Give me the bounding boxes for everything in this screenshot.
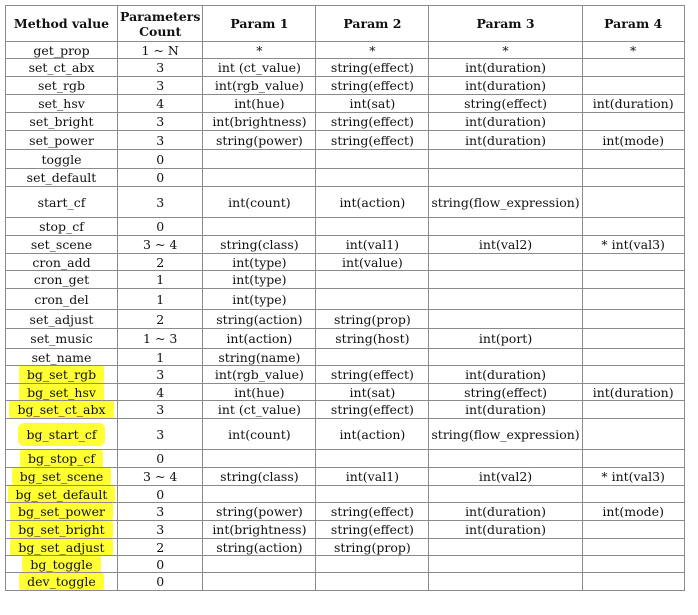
method-name-highlighted: bg_stop_cf: [23, 450, 100, 467]
param-4-cell: [582, 77, 684, 95]
method-cell: [6, 419, 118, 450]
method-table: [5, 5, 685, 591]
param-1-cell: int (ct_value): [203, 59, 316, 77]
param-3-cell: string(flow_expression): [429, 187, 582, 218]
table-row: [6, 384, 685, 401]
param-1-cell: [203, 450, 316, 468]
header-param-1: Param 1: [203, 6, 316, 42]
count-cell: 3: [118, 59, 203, 77]
param-1-cell: int(brightness): [203, 521, 316, 539]
param-1-cell: int(rgb_value): [203, 77, 316, 95]
param-3-cell: string(effect): [429, 95, 582, 113]
count-cell: 1: [118, 349, 203, 366]
param-1-cell: int(type): [203, 254, 316, 271]
table-row: [6, 236, 685, 254]
param-3-cell: [429, 271, 582, 289]
param-4-cell: int(duration): [582, 95, 684, 113]
param-2-cell: int(action): [316, 187, 429, 218]
param-3-cell: int(duration): [429, 503, 582, 521]
table-row: [6, 131, 685, 150]
header-row: [6, 6, 685, 42]
param-1-cell: int(hue): [203, 95, 316, 113]
method-name: cron_del: [34, 291, 89, 307]
count-cell: 1 ~ N: [118, 42, 203, 59]
param-4-cell: [582, 573, 684, 591]
table-row: [6, 329, 685, 349]
param-4-cell: [582, 556, 684, 573]
method-cell: [6, 169, 118, 187]
param-3-cell: int(duration): [429, 113, 582, 131]
table-row: [6, 556, 685, 573]
method-name: set_hsv: [38, 96, 85, 111]
param-3-cell: int(val2): [429, 468, 582, 486]
method-name: set_ct_abx: [28, 60, 95, 75]
param-4-cell: [582, 539, 684, 556]
param-1-cell: [203, 556, 316, 573]
table-row: [6, 310, 685, 329]
count-cell: 3: [118, 187, 203, 218]
param-3-cell: int(duration): [429, 59, 582, 77]
count-cell: 4: [118, 95, 203, 113]
table-row: [6, 95, 685, 113]
table-row: [6, 169, 685, 187]
method-name-highlighted: bg_set_adjust: [13, 539, 109, 556]
header-method-value: Method value: [6, 6, 118, 42]
param-3-cell: [429, 556, 582, 573]
param-1-cell: [203, 218, 316, 236]
count-cell: 0: [118, 486, 203, 503]
method-name-highlighted: bg_set_ct_abx: [12, 401, 110, 418]
param-2-cell: [316, 556, 429, 573]
param-3-cell: int(port): [429, 329, 582, 349]
method-name: cron_get: [33, 272, 90, 287]
param-2-cell: int(value): [316, 254, 429, 271]
table-row: [6, 450, 685, 468]
count-cell: 0: [118, 150, 203, 169]
param-3-cell: int(duration): [429, 77, 582, 95]
count-cell: 2: [118, 310, 203, 329]
method-cell: [6, 59, 118, 77]
param-4-cell: * int(val3): [582, 236, 684, 254]
header-param-2: Param 2: [316, 6, 429, 42]
count-cell: 1: [118, 271, 203, 289]
method-cell: [6, 150, 118, 169]
param-3-cell: int(duration): [429, 401, 582, 419]
method-name: set_music: [30, 331, 93, 346]
count-cell: 0: [118, 573, 203, 591]
param-1-cell: int(brightness): [203, 113, 316, 131]
param-4-cell: int(mode): [582, 131, 684, 150]
param-2-cell: string(effect): [316, 503, 429, 521]
table-row: [6, 419, 685, 450]
param-2-cell: [316, 486, 429, 503]
count-cell: 3 ~ 4: [118, 468, 203, 486]
count-cell: 3: [118, 77, 203, 95]
param-4-cell: [582, 187, 684, 218]
param-1-cell: string(power): [203, 503, 316, 521]
param-2-cell: string(host): [316, 329, 429, 349]
table-row: [6, 218, 685, 236]
param-4-cell: int(mode): [582, 503, 684, 521]
param-4-cell: [582, 254, 684, 271]
param-1-cell: int(rgb_value): [203, 366, 316, 384]
method-cell: [6, 349, 118, 366]
count-cell: 0: [118, 218, 203, 236]
table-row: [6, 113, 685, 131]
param-1-cell: [203, 486, 316, 503]
param-2-cell: [316, 450, 429, 468]
param-4-cell: [582, 349, 684, 366]
param-4-cell: [582, 521, 684, 539]
param-3-cell: string(flow_expression): [429, 419, 582, 450]
method-cell: [6, 401, 118, 419]
param-2-cell: *: [316, 42, 429, 59]
method-cell: [6, 218, 118, 236]
param-2-cell: [316, 150, 429, 169]
count-cell: 3: [118, 401, 203, 419]
method-cell: [6, 384, 118, 401]
method-cell: [6, 77, 118, 95]
param-4-cell: [582, 401, 684, 419]
param-2-cell: string(effect): [316, 521, 429, 539]
method-name-highlighted: bg_set_bright: [13, 521, 109, 538]
count-cell: 2: [118, 254, 203, 271]
param-4-cell: [582, 113, 684, 131]
param-3-cell: [429, 150, 582, 169]
table-row: [6, 42, 685, 59]
header-parameters-count: Parameters Count: [118, 6, 203, 42]
count-cell: 2: [118, 539, 203, 556]
param-3-cell: int(duration): [429, 521, 582, 539]
method-name-highlighted: bg_start_cf: [21, 426, 101, 443]
method-cell: [6, 486, 118, 503]
method-cell: [6, 254, 118, 271]
count-cell: 3: [118, 521, 203, 539]
table-row: [6, 366, 685, 384]
method-cell: [6, 521, 118, 539]
table-row: [6, 349, 685, 366]
param-4-cell: [582, 289, 684, 310]
method-cell: [6, 556, 118, 573]
method-name: set_scene: [30, 237, 93, 252]
table-row: [6, 271, 685, 289]
param-1-cell: string(name): [203, 349, 316, 366]
method-name: set_rgb: [37, 78, 86, 93]
method-cell: [6, 573, 118, 591]
method-cell: [6, 187, 118, 218]
count-cell: 3: [118, 419, 203, 450]
method-cell: [6, 95, 118, 113]
param-1-cell: int (ct_value): [203, 401, 316, 419]
param-3-cell: *: [429, 42, 582, 59]
count-cell: 3: [118, 113, 203, 131]
table-row: [6, 539, 685, 556]
param-3-cell: [429, 539, 582, 556]
param-1-cell: string(class): [203, 236, 316, 254]
method-cell: [6, 539, 118, 556]
param-2-cell: string(effect): [316, 131, 429, 150]
param-2-cell: [316, 218, 429, 236]
param-3-cell: [429, 486, 582, 503]
table-row: [6, 486, 685, 503]
method-name: toggle: [41, 151, 82, 167]
table-row: [6, 289, 685, 310]
param-2-cell: [316, 289, 429, 310]
param-3-cell: int(duration): [429, 366, 582, 384]
table-row: [6, 468, 685, 486]
table-body: [6, 42, 685, 591]
param-4-cell: [582, 486, 684, 503]
param-4-cell: [582, 169, 684, 187]
table-row: [6, 150, 685, 169]
method-cell: [6, 289, 118, 310]
method-name: set_bright: [29, 114, 94, 129]
method-name-highlighted: bg_set_rgb: [22, 366, 101, 383]
method-name: cron_add: [32, 254, 91, 270]
method-cell: [6, 236, 118, 254]
count-cell: 3: [118, 503, 203, 521]
method-name: set_power: [29, 132, 94, 148]
header-param-4: Param 4: [582, 6, 684, 42]
param-4-cell: [582, 450, 684, 468]
count-cell: 0: [118, 169, 203, 187]
table-row: [6, 77, 685, 95]
param-4-cell: [582, 366, 684, 384]
method-name-highlighted: bg_set_scene: [15, 468, 109, 485]
count-cell: 4: [118, 384, 203, 401]
table-row: [6, 503, 685, 521]
method-cell: [6, 329, 118, 349]
param-2-cell: string(prop): [316, 539, 429, 556]
param-2-cell: int(sat): [316, 95, 429, 113]
method-cell: [6, 310, 118, 329]
method-cell: [6, 468, 118, 486]
count-cell: 3 ~ 4: [118, 236, 203, 254]
param-1-cell: int(type): [203, 271, 316, 289]
method-name-highlighted: dev_toggle: [22, 573, 101, 590]
method-name: set_default: [26, 170, 97, 185]
method-cell: [6, 366, 118, 384]
table-row: [6, 521, 685, 539]
param-2-cell: string(prop): [316, 310, 429, 329]
count-cell: 3: [118, 366, 203, 384]
param-2-cell: string(effect): [316, 366, 429, 384]
method-name: set_adjust: [29, 311, 94, 327]
table-row: [6, 401, 685, 419]
method-name: set_name: [31, 349, 92, 365]
param-2-cell: string(effect): [316, 59, 429, 77]
param-1-cell: [203, 150, 316, 169]
param-3-cell: [429, 349, 582, 366]
param-4-cell: [582, 329, 684, 349]
param-4-cell: *: [582, 42, 684, 59]
param-1-cell: int(count): [203, 187, 316, 218]
param-3-cell: [429, 218, 582, 236]
param-3-cell: [429, 289, 582, 310]
param-1-cell: string(class): [203, 468, 316, 486]
count-cell: 3: [118, 131, 203, 150]
param-1-cell: string(action): [203, 310, 316, 329]
param-4-cell: [582, 150, 684, 169]
param-1-cell: int(count): [203, 419, 316, 450]
table-row: [6, 254, 685, 271]
param-3-cell: [429, 450, 582, 468]
param-4-cell: [582, 310, 684, 329]
param-2-cell: int(action): [316, 419, 429, 450]
count-cell: 0: [118, 450, 203, 468]
param-2-cell: string(effect): [316, 113, 429, 131]
param-4-cell: int(duration): [582, 384, 684, 401]
param-3-cell: string(effect): [429, 384, 582, 401]
param-4-cell: [582, 218, 684, 236]
method-cell: [6, 271, 118, 289]
param-3-cell: int(duration): [429, 131, 582, 150]
method-name-highlighted: bg_set_hsv: [22, 384, 101, 401]
param-2-cell: int(val1): [316, 468, 429, 486]
param-3-cell: [429, 254, 582, 271]
param-4-cell: [582, 419, 684, 450]
method-cell: [6, 131, 118, 150]
param-3-cell: [429, 169, 582, 187]
method-cell: [6, 113, 118, 131]
param-2-cell: int(sat): [316, 384, 429, 401]
table-row: [6, 59, 685, 77]
method-name: start_cf: [37, 194, 86, 210]
method-cell: [6, 42, 118, 59]
param-1-cell: int(hue): [203, 384, 316, 401]
method-name: stop_cf: [39, 219, 84, 234]
header-param-3: Param 3: [429, 6, 582, 42]
count-cell: 1 ~ 3: [118, 329, 203, 349]
param-4-cell: * int(val3): [582, 468, 684, 486]
param-4-cell: [582, 271, 684, 289]
param-1-cell: string(action): [203, 539, 316, 556]
method-name: get_prop: [33, 42, 90, 58]
param-1-cell: string(power): [203, 131, 316, 150]
param-2-cell: string(effect): [316, 77, 429, 95]
param-3-cell: [429, 310, 582, 329]
param-1-cell: int(type): [203, 289, 316, 310]
param-1-cell: *: [203, 42, 316, 59]
param-2-cell: int(val1): [316, 236, 429, 254]
param-1-cell: [203, 573, 316, 591]
count-cell: 0: [118, 556, 203, 573]
param-1-cell: [203, 169, 316, 187]
param-4-cell: [582, 59, 684, 77]
method-cell: [6, 503, 118, 521]
count-cell: 1: [118, 289, 203, 310]
param-2-cell: string(effect): [316, 401, 429, 419]
method-name-highlighted: bg_set_default: [11, 486, 113, 503]
method-cell: [6, 450, 118, 468]
method-name-highlighted: bg_set_power: [13, 503, 110, 520]
param-2-cell: [316, 271, 429, 289]
param-1-cell: int(action): [203, 329, 316, 349]
param-2-cell: [316, 573, 429, 591]
param-3-cell: [429, 573, 582, 591]
table-row: [6, 573, 685, 591]
param-2-cell: [316, 349, 429, 366]
table-row: [6, 187, 685, 218]
method-name-highlighted: bg_toggle: [25, 556, 97, 573]
param-3-cell: int(val2): [429, 236, 582, 254]
param-2-cell: [316, 169, 429, 187]
